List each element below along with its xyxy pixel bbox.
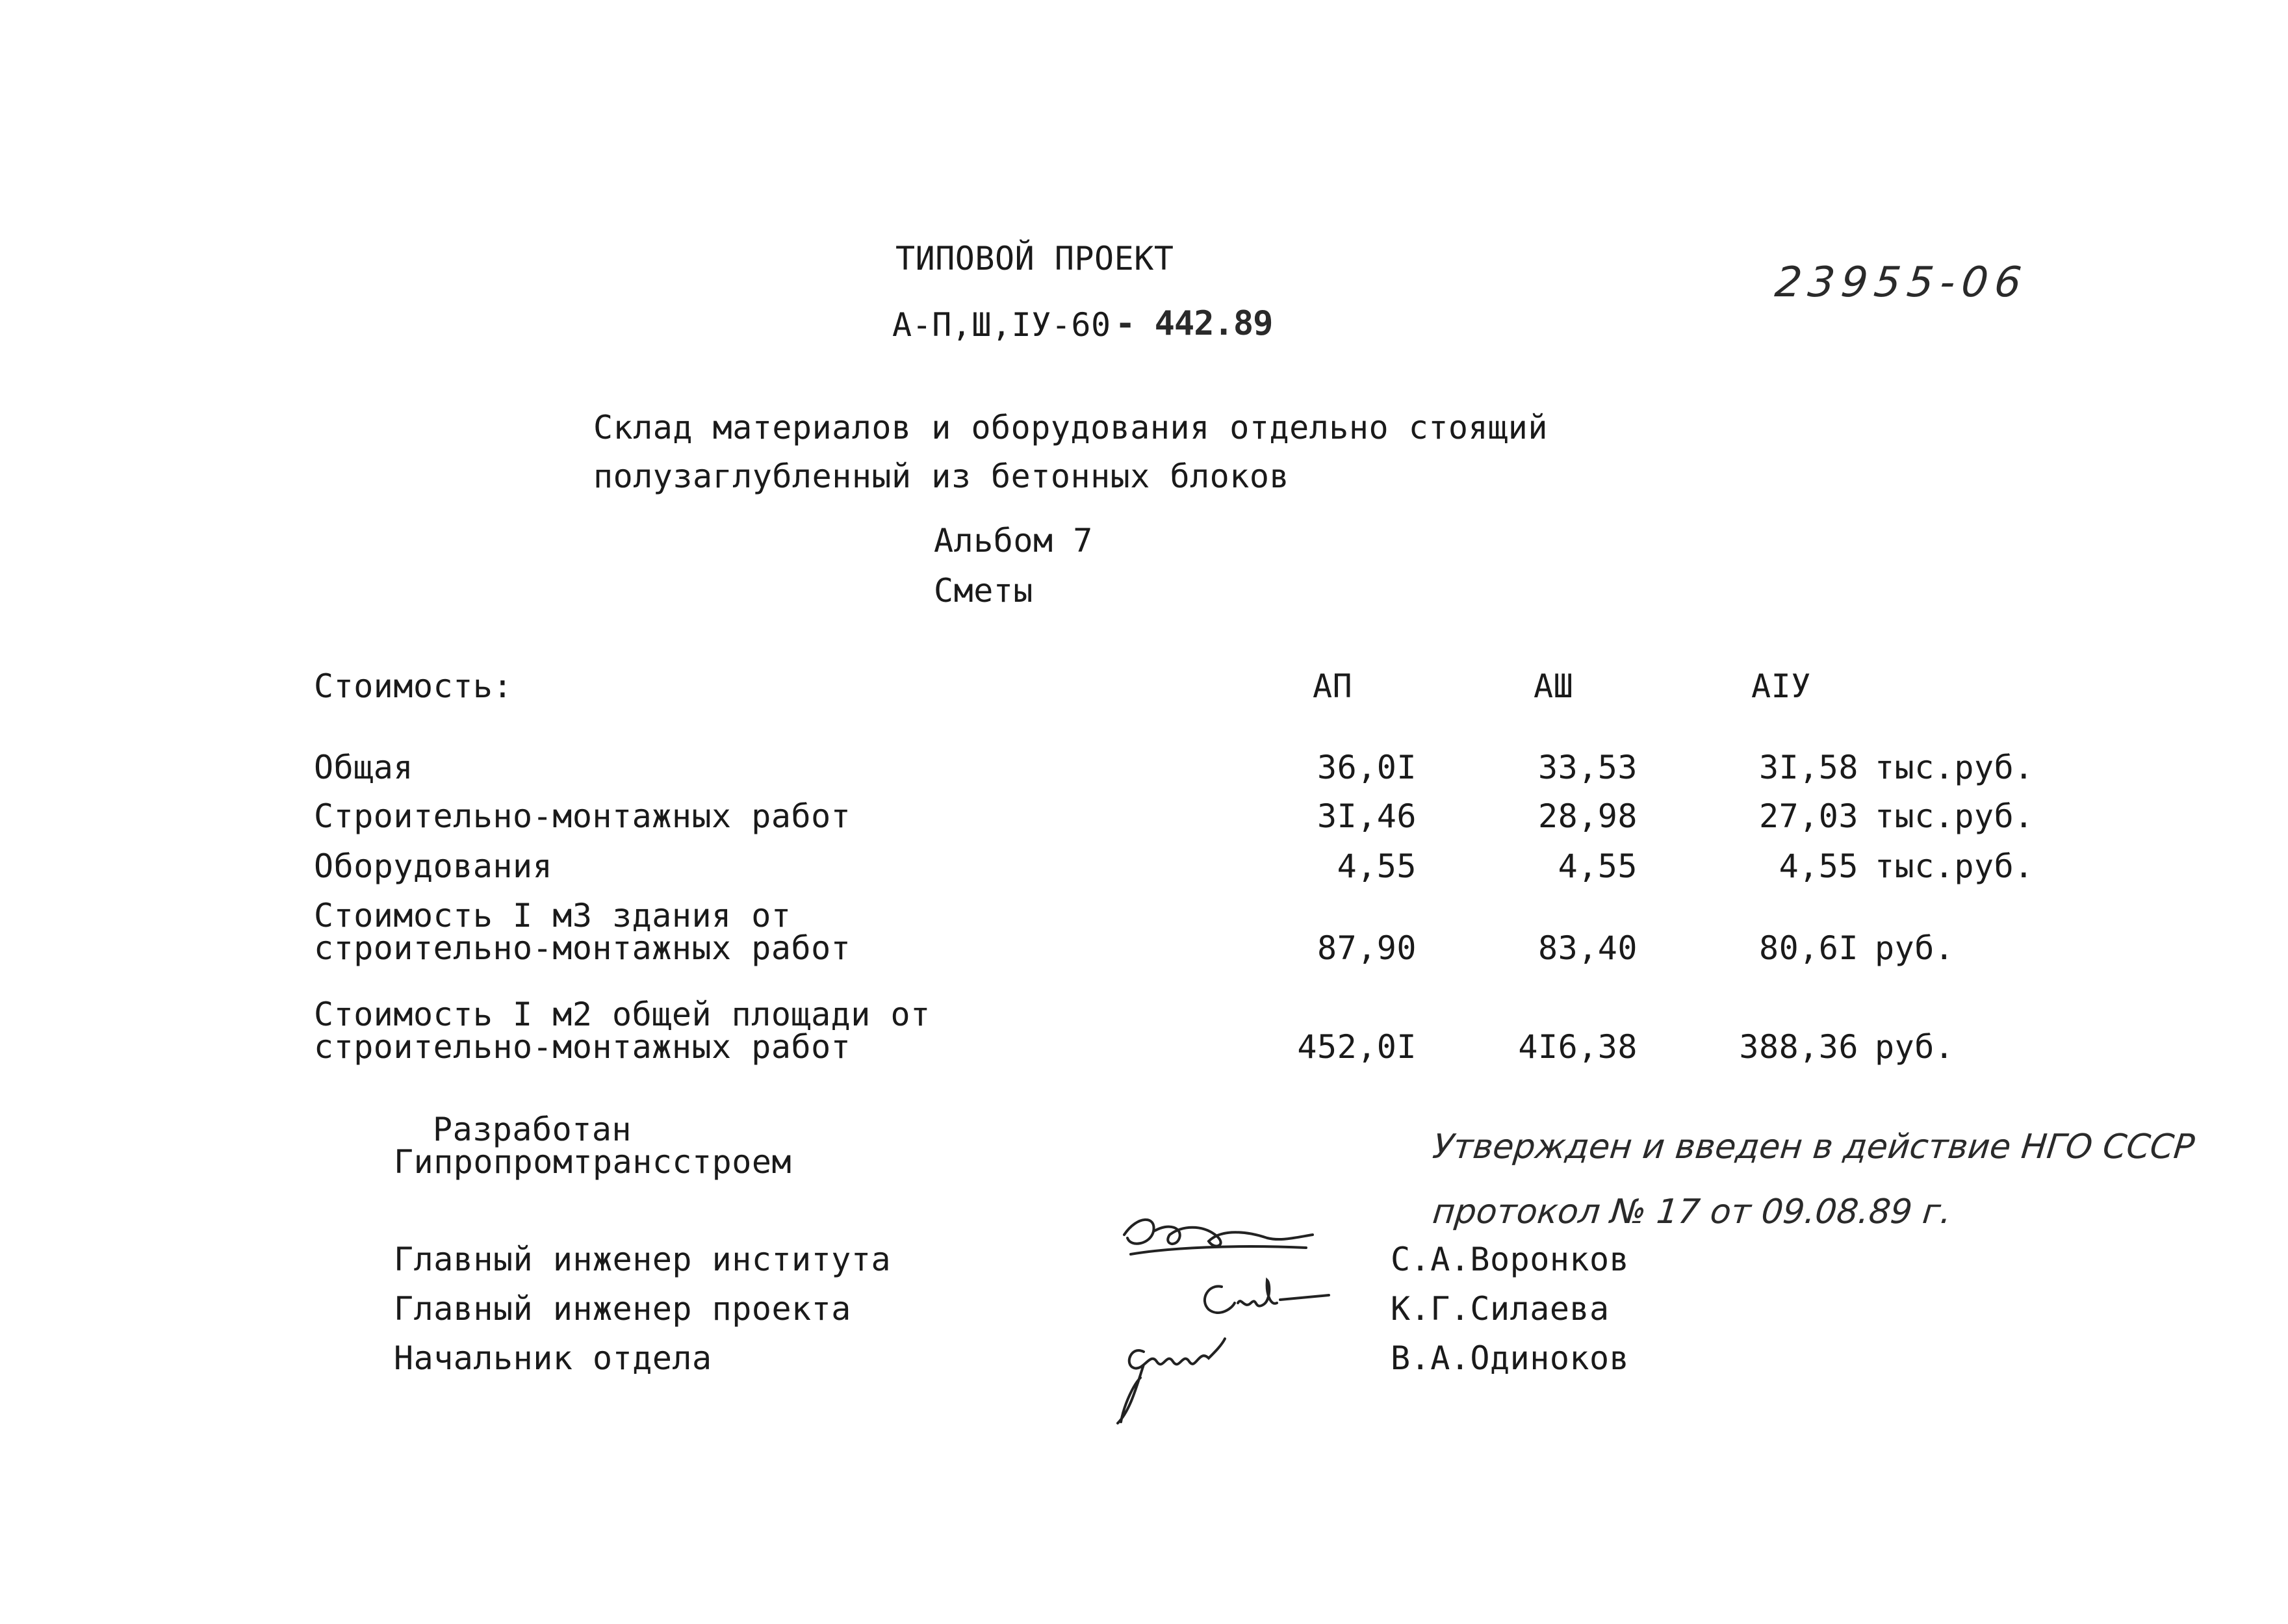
unit-label: тыс.руб. bbox=[1875, 847, 2034, 885]
value-aiu: 4,55 bbox=[1779, 847, 1858, 885]
row-label: Стоимость I м3 здания от bbox=[314, 897, 791, 934]
column-header-ap: АП bbox=[1313, 667, 1353, 705]
developer-organization: Гипропромтрансстроем bbox=[394, 1143, 792, 1181]
value-ash: 4,55 bbox=[1558, 847, 1638, 885]
value-aiu: 27,03 bbox=[1758, 797, 1858, 835]
unit-label: руб. bbox=[1875, 1028, 1955, 1066]
signatory-name: К.Г.Силаева bbox=[1391, 1290, 1610, 1328]
approval-protocol: протокол № 17 от 09.08.89 г. bbox=[1430, 1192, 1953, 1231]
project-code-handwritten: - 442.89 bbox=[1115, 304, 1273, 343]
album-number: Альбом 7 bbox=[934, 522, 1093, 560]
document-number: 23955-06 bbox=[1773, 259, 2031, 307]
row-label-continued: строительно-монтажных работ bbox=[314, 929, 851, 967]
signatory-name: С.А.Воронков bbox=[1391, 1241, 1630, 1278]
value-ap: 3I,46 bbox=[1317, 797, 1417, 835]
value-aiu: 80,6I bbox=[1758, 929, 1858, 967]
signature-voronkov bbox=[1118, 1209, 1326, 1267]
value-ash: 28,98 bbox=[1537, 797, 1638, 835]
value-aiu: 388,36 bbox=[1739, 1028, 1858, 1066]
row-label: Стоимость I м2 общей площади от bbox=[314, 996, 931, 1033]
row-label-continued: строительно-монтажных работ bbox=[314, 1028, 851, 1066]
value-ap: 452,0I bbox=[1297, 1028, 1417, 1066]
value-ap: 4,55 bbox=[1337, 847, 1417, 885]
unit-label: тыс.руб. bbox=[1875, 749, 2034, 786]
row-label: Строительно-монтажных работ bbox=[314, 797, 851, 835]
document-type-title: ТИПОВОЙ ПРОЕКТ bbox=[895, 240, 1174, 277]
signatory-role: Главный инженер проекта bbox=[394, 1290, 851, 1328]
column-header-ash: АШ bbox=[1534, 667, 1574, 705]
value-ash: 83,40 bbox=[1537, 929, 1638, 967]
approval-statement: Утвержден и введен в действие НГО СССР bbox=[1430, 1128, 2196, 1166]
signature-odinokov bbox=[1105, 1326, 1248, 1436]
row-label: Общая bbox=[314, 749, 414, 786]
unit-label: тыс.руб. bbox=[1875, 797, 2034, 835]
value-ash: 33,53 bbox=[1537, 749, 1638, 786]
cost-table-label: Стоимость: bbox=[314, 667, 513, 705]
column-header-aiu: АIУ bbox=[1751, 667, 1811, 705]
signature-silaeva bbox=[1196, 1270, 1339, 1329]
signatory-role: Главный инженер института bbox=[394, 1241, 892, 1278]
value-aiu: 3I,58 bbox=[1758, 749, 1858, 786]
value-ap: 87,90 bbox=[1317, 929, 1417, 967]
subject-line-2: полузаглубленный из бетонных блоков bbox=[593, 458, 1290, 495]
signatory-role: Начальник отдела bbox=[394, 1339, 712, 1377]
value-ap: 36,0I bbox=[1317, 749, 1417, 786]
subject-line-1: Склад материалов и оборудования отдельно стоящий bbox=[593, 409, 1548, 446]
row-label: Оборудования bbox=[314, 847, 553, 885]
signatory-name: В.А.Одиноков bbox=[1391, 1339, 1630, 1377]
developer-label: Разработан bbox=[433, 1111, 632, 1148]
value-ash: 4I6,38 bbox=[1518, 1028, 1638, 1066]
project-code: А-П,Ш,IУ-60 bbox=[892, 306, 1111, 344]
album-title: Сметы bbox=[934, 572, 1034, 610]
unit-label: руб. bbox=[1875, 929, 1955, 967]
